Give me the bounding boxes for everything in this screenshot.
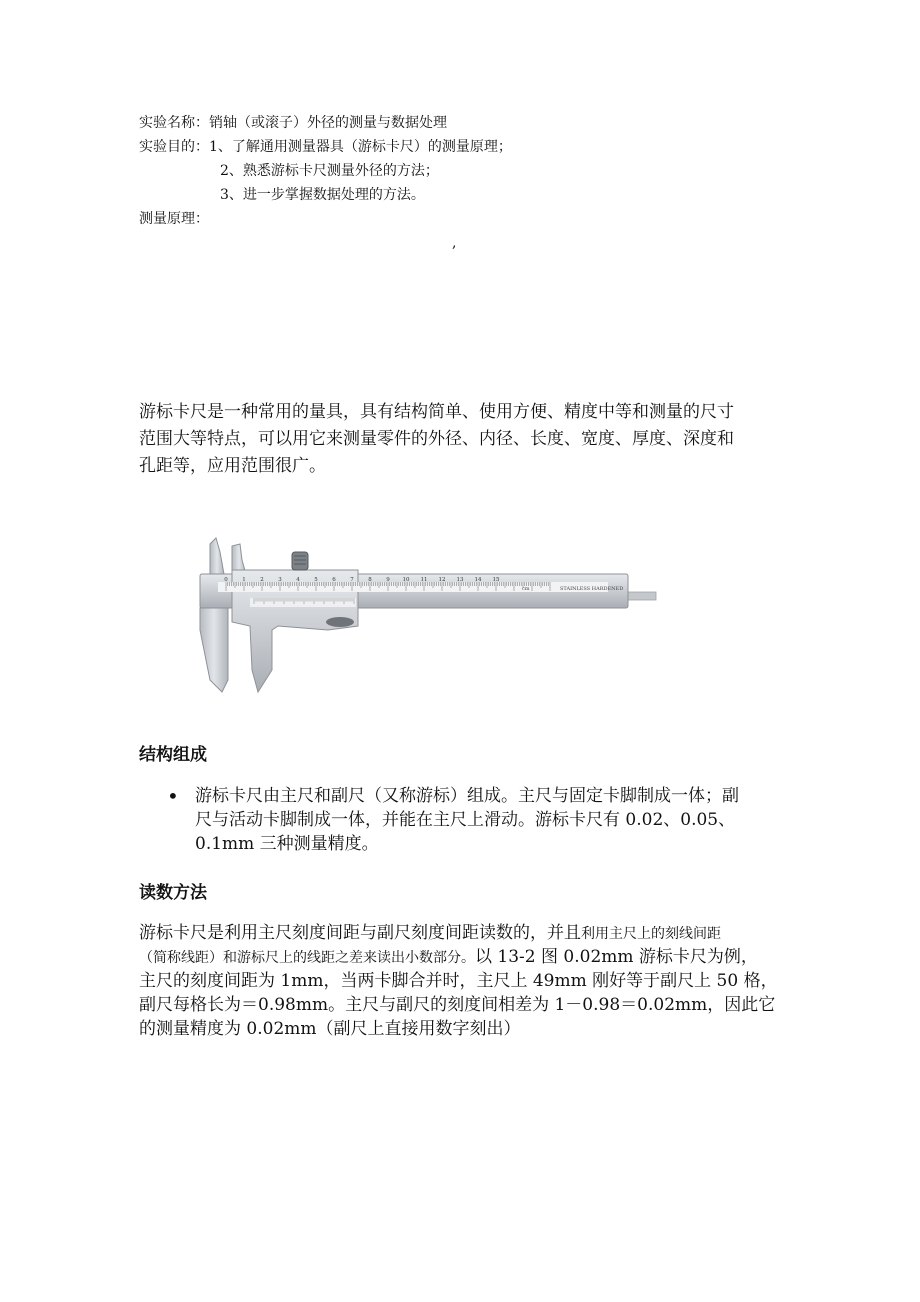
reading-line-1b: 利用主尺上的刻线间距 xyxy=(581,926,721,942)
reading-line-5: 的测量精度为 0.02mm（副尺上直接用数字刻出） xyxy=(139,1019,521,1039)
structure-heading: 结构组成 xyxy=(139,745,207,765)
vernier-caliper-illustration xyxy=(188,530,668,695)
scale-number: 7 xyxy=(350,577,354,583)
fixed-lower-jaw xyxy=(200,608,228,692)
intro-line-3: 孔距等，应用范围很广。 xyxy=(139,456,326,476)
stray-mark: , xyxy=(452,235,457,251)
scale-number: 3 xyxy=(278,577,282,583)
brand-label: STAINLESS HARDENED xyxy=(560,586,624,592)
principle-label: 测量原理： xyxy=(139,211,209,227)
intro-line-2: 范围大等特点，可以用它来测量零件的外径、内径、长度、宽度、厚度、深度和 xyxy=(139,429,734,449)
reading-heading: 读数方法 xyxy=(139,883,207,903)
scale-number: 1 xyxy=(242,577,246,583)
experiment-name: 销轴（或滚子）外径的测量与数据处理 xyxy=(209,115,447,131)
thumb-wheel xyxy=(326,617,354,627)
scale-number: 6 xyxy=(332,577,336,583)
structure-line-3: 0.1mm 三种测量精度。 xyxy=(195,834,379,854)
scale-number: 10 xyxy=(402,577,410,583)
experiment-name-label: 实验名称： xyxy=(139,115,209,131)
purpose-item-3: 3、进一步掌握数据处理的方法。 xyxy=(220,187,425,203)
reading-line-2a: （简称线距）和游标尺上的线距之差来读出小数部分。 xyxy=(139,950,475,966)
structure-line-2: 尺与活动卡脚制成一体，并能在主尺上滑动。游标卡尺有 0.02、0.05、 xyxy=(195,810,736,830)
scale-number: 11 xyxy=(420,577,428,583)
reading-line-3: 主尺的刻度间距为 1mm，当两卡脚合并时，主尺上 49mm 刚好等于副尺上 50 格， xyxy=(139,971,778,991)
bullet-icon: • xyxy=(167,784,179,808)
scale-number: 12 xyxy=(438,577,446,583)
reading-line-4: 副尺每格长为＝0.98mm。主尺与副尺的刻度间相差为 1－0.98＝0.02mm，因此它 xyxy=(139,995,776,1015)
intro-line-1: 游标卡尺是一种常用的量具，具有结构简单、使用方便、精度中等和测量的尺寸 xyxy=(139,402,734,422)
scale-number: 13 xyxy=(456,577,464,583)
experiment-purpose-line xyxy=(139,136,512,159)
scale-number: 0 xyxy=(224,577,228,583)
purpose-item-2: 2、熟悉游标卡尺测量外径的方法； xyxy=(220,163,439,179)
scale-number: 9 xyxy=(386,577,390,583)
scale-number: 8 xyxy=(368,577,372,583)
reading-line-2b: 以 13-2 图 0.02mm 游标卡尺为例， xyxy=(475,947,758,967)
reading-line-1a: 游标卡尺是利用主尺刻度间距与副尺刻度间距读数的，并且 xyxy=(139,923,581,943)
experiment-name-line xyxy=(139,112,447,135)
scale-number: 14 xyxy=(474,577,482,583)
purpose-item-1: 1、了解通用测量器具（游标卡尺）的测量原理； xyxy=(209,139,512,155)
fixed-upper-jaw xyxy=(210,538,224,574)
scale-unit: cm xyxy=(522,586,530,592)
scale-number: 4 xyxy=(296,577,300,583)
structure-line-1: 游标卡尺由主尺和副尺（又称游标）组成。主尺与固定卡脚制成一体；副 xyxy=(195,786,739,806)
scale-number: 2 xyxy=(260,577,264,583)
vernier-caliper-figure xyxy=(188,530,668,695)
locking-screw xyxy=(292,552,308,570)
scale-number: 5 xyxy=(314,577,318,583)
experiment-purpose-label: 实验目的： xyxy=(139,139,209,155)
scale-number: 15 xyxy=(492,577,500,583)
